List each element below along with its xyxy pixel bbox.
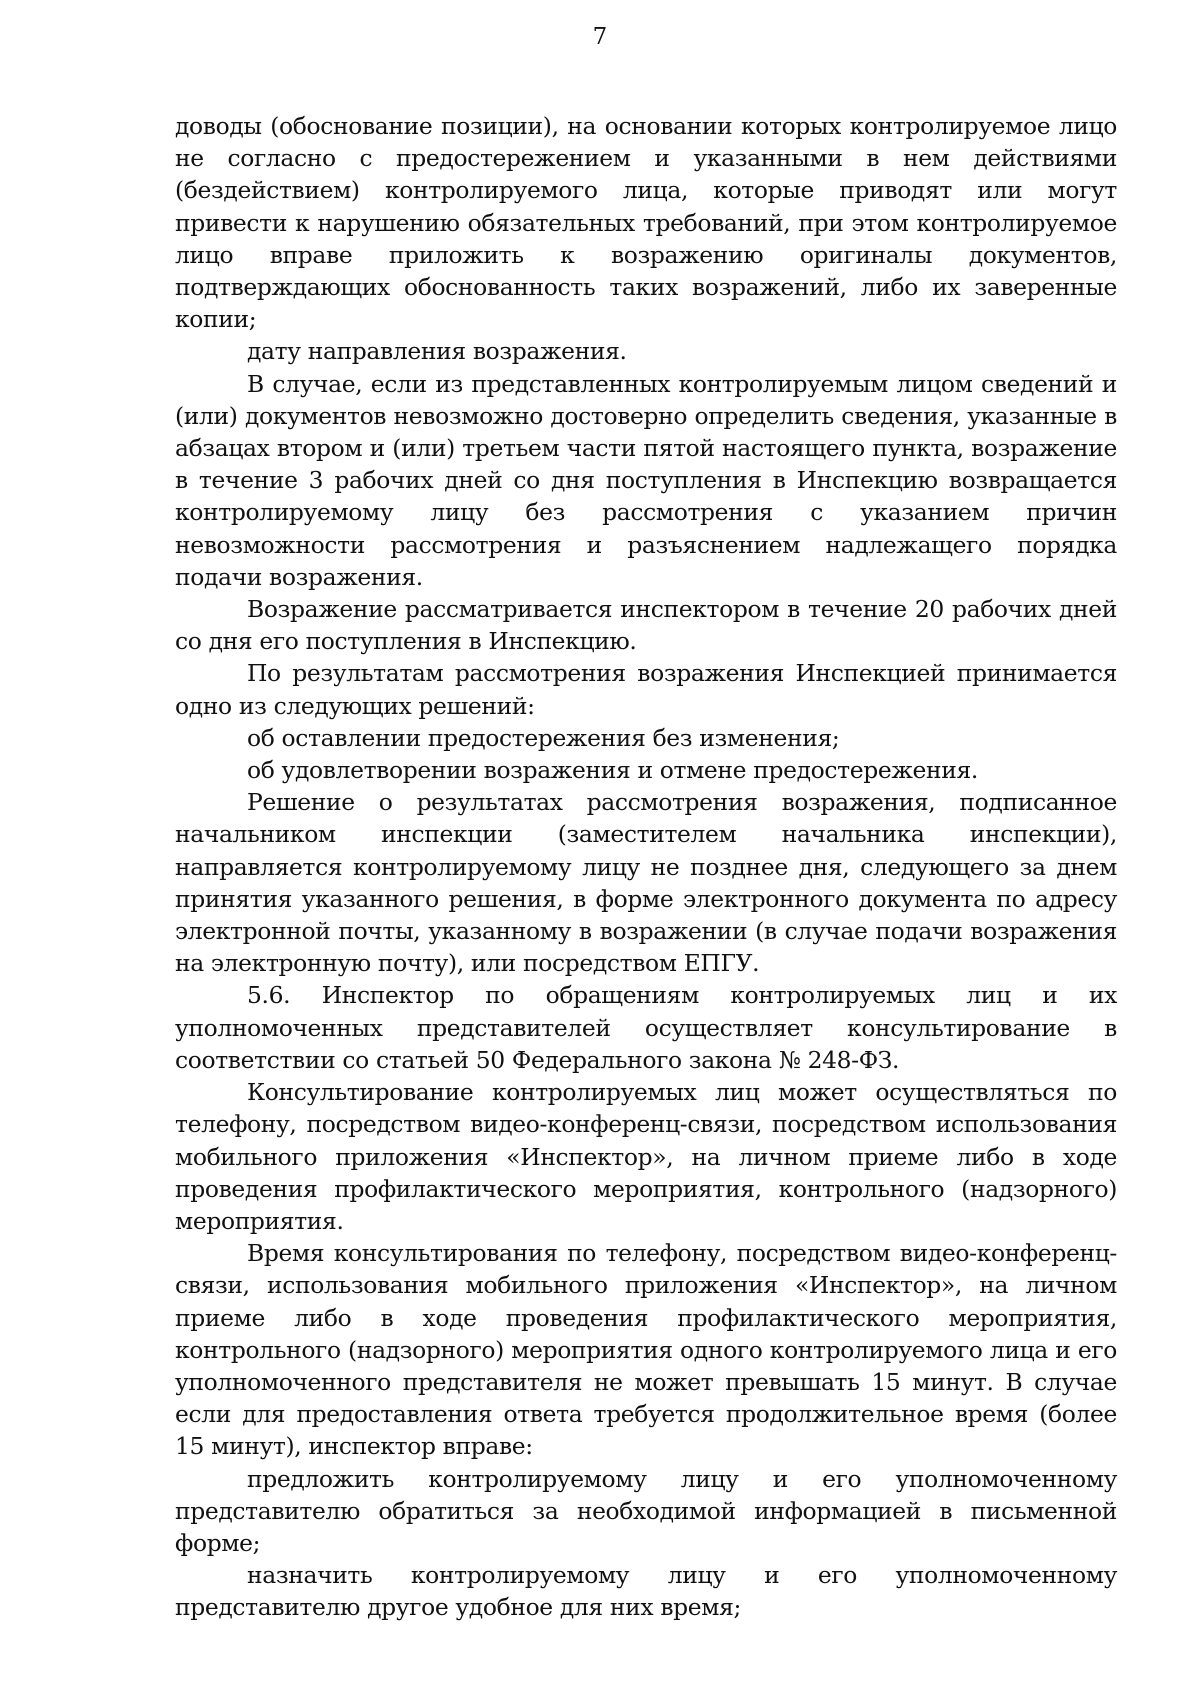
paragraph-arguments: доводы (обоснование позиции), на основании которых контролируемое лицо не согласно с предостережением и указанными в нем действиями (бездействием) контролируемого лица, которые приводят или могут привести к нарушению обязательных требований, при этом контролируемое лицо вправе приложить к возражению оригиналы документов, подтверждающих обоснованность таких возражений, либо их заверенные копии;: [175, 112, 1117, 334]
paragraph-reschedule: назначить контролируемому лицу и его уполномоченному представителю другое удобное для них время;: [175, 1561, 1117, 1622]
paragraph-return-objection: В случае, если из представленных контролируемым лицом сведений и (или) документов невозможно достоверно определить сведения, указанные в абзацах втором и (или) третьем части пятой настоящего пункта, возражение в течение 3 рабочих дней со дня поступления в Инспекцию возвращается контролируемому лицу без рассмотрения с указанием причин невозможности рассмотрения и разъяснением надлежащего порядка подачи возражения.: [175, 369, 1117, 591]
paragraph-section-5-6: 5.6. Инспектор по обращениям контролируемых лиц и их уполномоченных представителей осуществляет консультирование в соответствии со статьей 50 Федерального закона № 248-ФЗ.: [175, 981, 1117, 1074]
page-number: 7: [592, 24, 608, 50]
paragraph-objection-date: дату направления возражения.: [247, 337, 627, 366]
paragraph-decision-keep: об оставлении предостережения без изменения;: [247, 723, 840, 752]
paragraph-decision-delivery: Решение о результатах рассмотрения возражения, подписанное начальником инспекции (заместителем начальника инспекции), направляется контролируемому лицу не позднее дня, следующего за днем принятия указанного решения, в форме электронного документа по адресу электронной почты, указанному в возражении (в случае подачи возражения на электронную почту), или посредством ЕПГУ.: [175, 788, 1117, 978]
paragraph-review-period: Возражение рассматривается инспектором в течение 20 рабочих дней со дня его поступления в Инспекцию.: [175, 595, 1117, 656]
paragraph-decisions-intro: По результатам рассмотрения возражения Инспекцией принимается одно из следующих решений:: [175, 659, 1117, 720]
paragraph-decision-cancel: об удовлетворении возражения и отмене предостережения.: [247, 756, 978, 785]
paragraph-consultation-methods: Консультирование контролируемых лиц может осуществляться по телефону, посредством видео-конференц-связи, посредством использования мобильного приложения «Инспектор», на личном приеме либо в ходе проведения профилактического мероприятия, контрольного (надзорного) мероприятия.: [175, 1078, 1117, 1235]
document-body: [175, 110, 1117, 1624]
paragraph-consultation-time: Время консультирования по телефону, посредством видео-конференц-связи, использования мобильного приложения «Инспектор», на личном приеме либо в ходе проведения профилактического мероприятия, контрольного (надзорного) мероприятия одного контролируемого лица и его уполномоченного представителя не может превышать 15 минут. В случае если для предоставления ответа требуется продолжительное время (более 15 минут), инспектор вправе:: [175, 1239, 1117, 1461]
paragraph-written-request: предложить контролируемому лицу и его уполномоченному представителю обратиться за необходимой информацией в письменной форме;: [175, 1464, 1117, 1557]
